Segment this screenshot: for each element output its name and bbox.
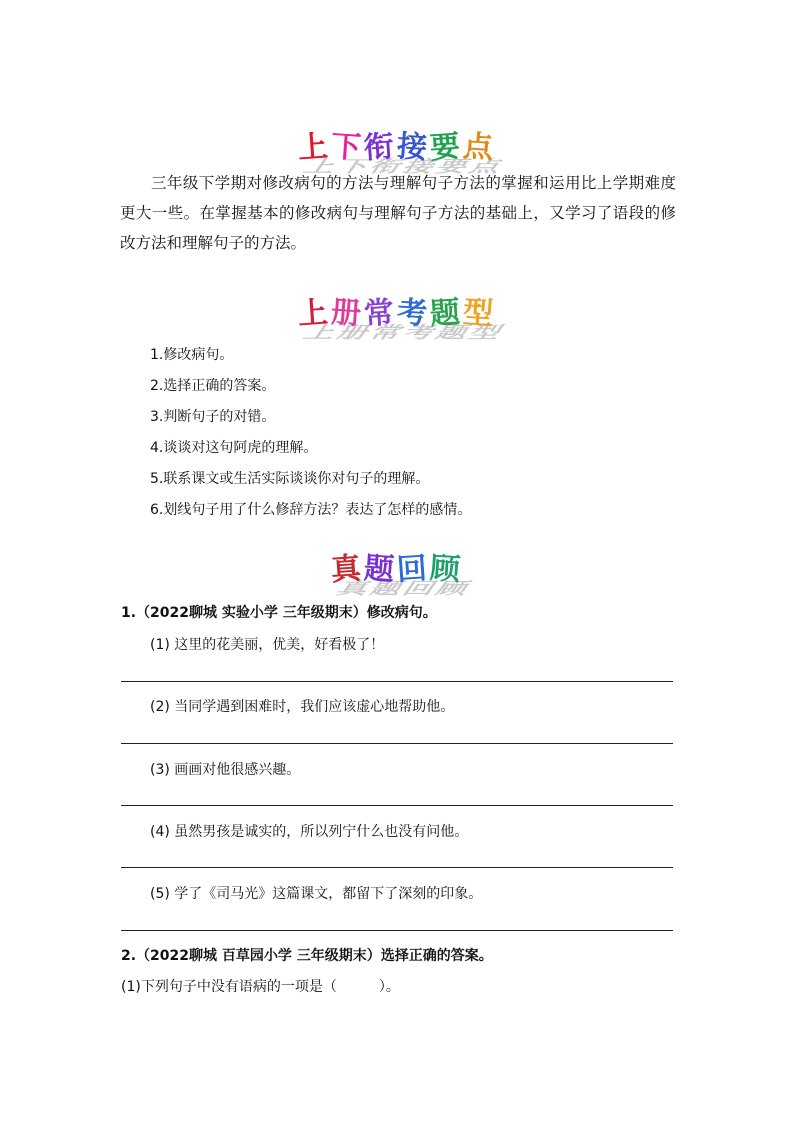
heading-char: 顾 bbox=[428, 550, 465, 589]
heading-char: 题 bbox=[362, 550, 399, 589]
heading-shadow: 上下衔接要点 bbox=[299, 157, 511, 177]
answer-line[interactable] bbox=[121, 805, 673, 806]
list-item: 4.谈谈对这句阿虎的理解。 bbox=[150, 440, 318, 456]
heading-char: 上 bbox=[296, 128, 333, 167]
question-2-sub-1: (1)下列句子中没有语病的一项是（ ）。 bbox=[121, 979, 400, 995]
question-1-sub-2: (2) 当同学遇到困难时，我们应该虚心地帮助他。 bbox=[150, 699, 455, 715]
question-1-sub-4: (4) 虽然男孩是诚实的，所以列宁什么也没有问他。 bbox=[150, 824, 469, 840]
heading-shadow: 真题回顾 bbox=[332, 579, 478, 599]
answer-line[interactable] bbox=[121, 930, 673, 931]
heading-char: 下 bbox=[329, 128, 366, 167]
heading-text bbox=[0, 128, 794, 168]
heading-char: 点 bbox=[461, 128, 498, 167]
question-1-sub-3: (3) 画画对他很感兴趣。 bbox=[150, 762, 301, 778]
question-1-title: 1.（2022聊城 实验小学 三年级期末）修改病句。 bbox=[121, 605, 437, 621]
list-item: 5.联系课文或生活实际谈谈你对句子的理解。 bbox=[150, 471, 430, 487]
heading-char: 型 bbox=[461, 294, 498, 333]
heading-char: 要 bbox=[428, 128, 465, 167]
question-type-list bbox=[150, 340, 690, 526]
heading-transition-points bbox=[0, 128, 794, 177]
heading-char: 回 bbox=[395, 550, 432, 589]
intro-paragraph: 三年级下学期对修改病句的方法与理解句子方法的掌握和运用比上学期难度更大一些。在掌握基本的修改病句与理解句子方法的基础上，又学习了语段的修改方法和理解句子的方法。 bbox=[120, 174, 676, 252]
question-1-sub-1: (1) 这里的花美丽，优美，好看极了！ bbox=[150, 637, 385, 653]
list-item: 3.判断句子的对错。 bbox=[150, 409, 276, 425]
heading-char: 题 bbox=[428, 294, 465, 333]
heading-shadow: 上册常考题型 bbox=[299, 323, 511, 343]
heading-char: 册 bbox=[329, 294, 366, 333]
question-1-sub-5: (5) 学了《司马光》这篇课文，都留下了深刻的印象。 bbox=[150, 886, 483, 902]
heading-text bbox=[0, 294, 794, 334]
heading-common-question-types bbox=[0, 294, 794, 343]
heading-char: 真 bbox=[329, 550, 366, 589]
list-item: 6.划线句子用了什么修辞方法？表达了怎样的感情。 bbox=[150, 502, 472, 518]
answer-line[interactable] bbox=[121, 681, 673, 682]
list-item: 1.修改病句。 bbox=[150, 347, 234, 363]
answer-line[interactable] bbox=[121, 867, 673, 868]
heading-char: 考 bbox=[395, 294, 432, 333]
list-item: 2.选择正确的答案。 bbox=[150, 378, 276, 394]
heading-char: 常 bbox=[362, 294, 399, 333]
heading-text bbox=[0, 550, 794, 590]
heading-char: 衔 bbox=[362, 128, 399, 167]
answer-line[interactable] bbox=[121, 743, 673, 744]
question-2-title: 2.（2022聊城 百草园小学 三年级期末）选择正确的答案。 bbox=[121, 948, 493, 964]
heading-past-exam-review bbox=[0, 550, 794, 599]
heading-char: 上 bbox=[296, 294, 333, 333]
heading-char: 接 bbox=[395, 128, 432, 167]
